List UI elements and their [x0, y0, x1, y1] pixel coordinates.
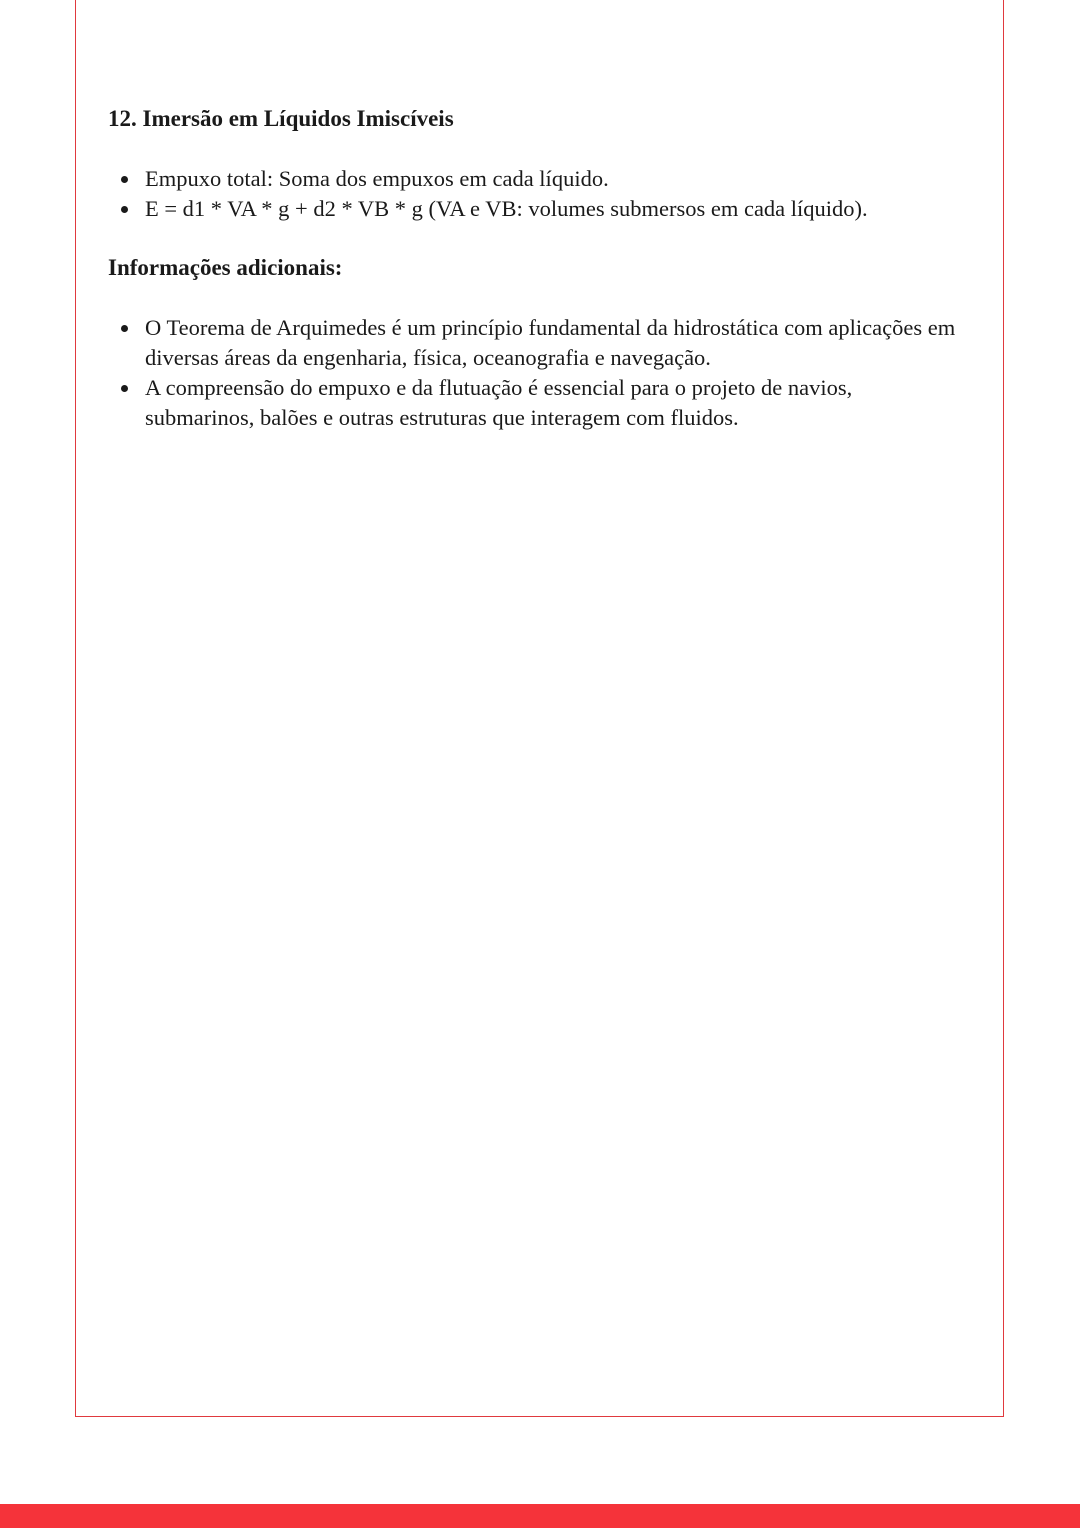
bullet-icon — [121, 385, 128, 392]
additional-info-heading: Informações adicionais: — [108, 255, 343, 280]
list-item-text: E = d1 * VA * g + d2 * VB * g (VA e VB: volumes submersos em cada líquido). — [145, 196, 868, 221]
bullet-icon — [121, 325, 128, 332]
bullet-icon — [121, 206, 128, 213]
list-item — [108, 313, 958, 373]
list-item-text: Empuxo total: Soma dos empuxos em cada líquido. — [145, 166, 609, 191]
section-bullet-list — [108, 164, 958, 224]
list-item-text: A compreensão do empuxo e da flutuação é essencial para o projeto de navios, submarinos, balões e outras estruturas que interagem com fluidos. — [145, 375, 853, 430]
list-item — [108, 164, 958, 194]
additional-bullet-list — [108, 313, 958, 433]
bullet-icon — [121, 176, 128, 183]
list-item — [108, 194, 958, 224]
document-content — [108, 104, 958, 433]
footer-accent-bar — [0, 1504, 1080, 1528]
list-item — [108, 373, 958, 433]
list-item-text: O Teorema de Arquimedes é um princípio fundamental da hidrostática com aplicações em diversas áreas da engenharia, física, oceanografia e navegação. — [145, 315, 956, 370]
section-heading: 12. Imersão em Líquidos Imiscíveis — [108, 106, 454, 131]
